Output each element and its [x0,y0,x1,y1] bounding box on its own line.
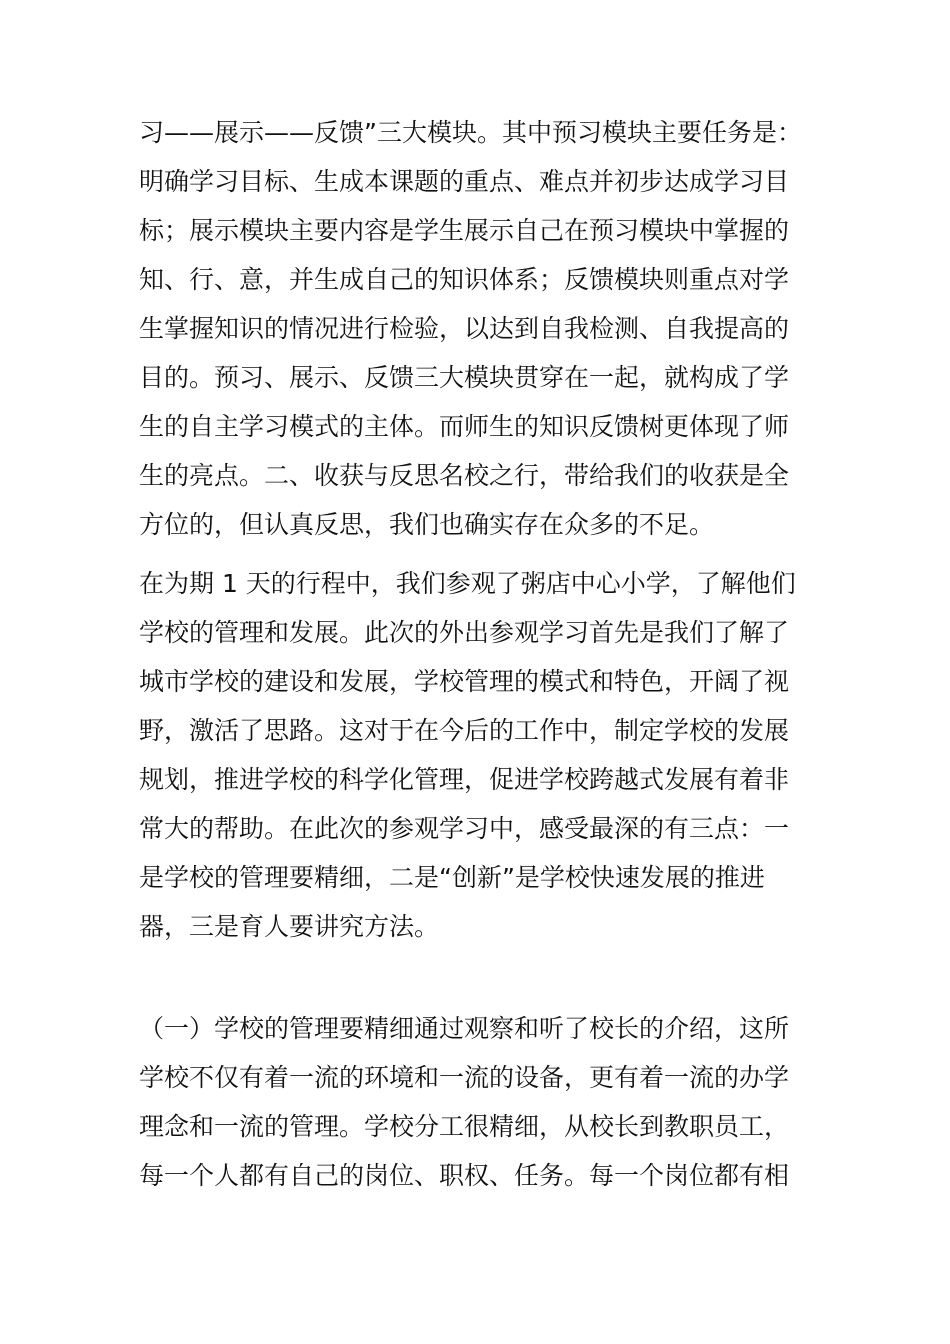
text-line: 方位的，但认真反思，我们也确实存在众多的不足。 [139,510,715,539]
text-line: （一）学校的管理要精细通过观察和听了校长的介绍，这所 [139,1014,790,1043]
text-line: 生掌握知识的情况进行检验，以达到自我检测、自我提高的 [139,314,790,343]
text-line: 在为期 1 天的行程中，我们参观了粥店中心小学，了解他们 [139,569,796,598]
text-line: 学校的管理和发展。此次的外出参观学习首先是我们了解了 [139,618,790,647]
text-line: 常大的帮助。在此次的参观学习中，感受最深的有三点：一 [139,814,790,843]
text-line: 目的。预习、展示、反馈三大模块贯穿在一起，就构成了学 [139,363,790,392]
text-line: 知、行、意，并生成自己的知识体系；反馈模块则重点对学 [139,265,790,294]
text-line: 城市学校的建设和发展，学校管理的模式和特色，开阔了视 [139,667,790,696]
text-line: 是学校的管理要精细，二是“创新”是学校快速发展的推进 [139,863,765,892]
text-line: 生的亮点。二、收获与反思名校之行，带给我们的收获是全 [139,461,790,490]
text-line: 理念和一流的管理。学校分工很精细，从校长到教职员工， [139,1112,790,1141]
text-line: 学校不仅有着一流的环境和一流的设备，更有着一流的办学 [139,1063,790,1092]
paragraph-management [139,1004,819,1200]
text-line: 标；展示模块主要内容是学生展示自己在预习模块中掌握的 [139,216,790,245]
text-line: 野，激活了思路。这对于在今后的工作中，制定学校的发展 [139,716,790,745]
text-line: 生的自主学习模式的主体。而师生的知识反馈树更体现了师 [139,412,790,441]
text-line: 器，三是育人要讲究方法。 [139,912,440,941]
text-line: 每一个人都有自己的岗位、职权、任务。每一个岗位都有相 [139,1161,790,1190]
text-line: 习——展示——反馈”三大模块。其中预习模块主要任务是： [139,118,802,147]
paragraph-visit [139,559,819,951]
text-line: 明确学习目标、生成本课题的重点、难点并初步达成学习目 [139,167,790,196]
paragraph-modules [139,108,819,549]
text-line: 规划，推进学校的科学化管理，促进学校跨越式发展有着非 [139,765,790,794]
